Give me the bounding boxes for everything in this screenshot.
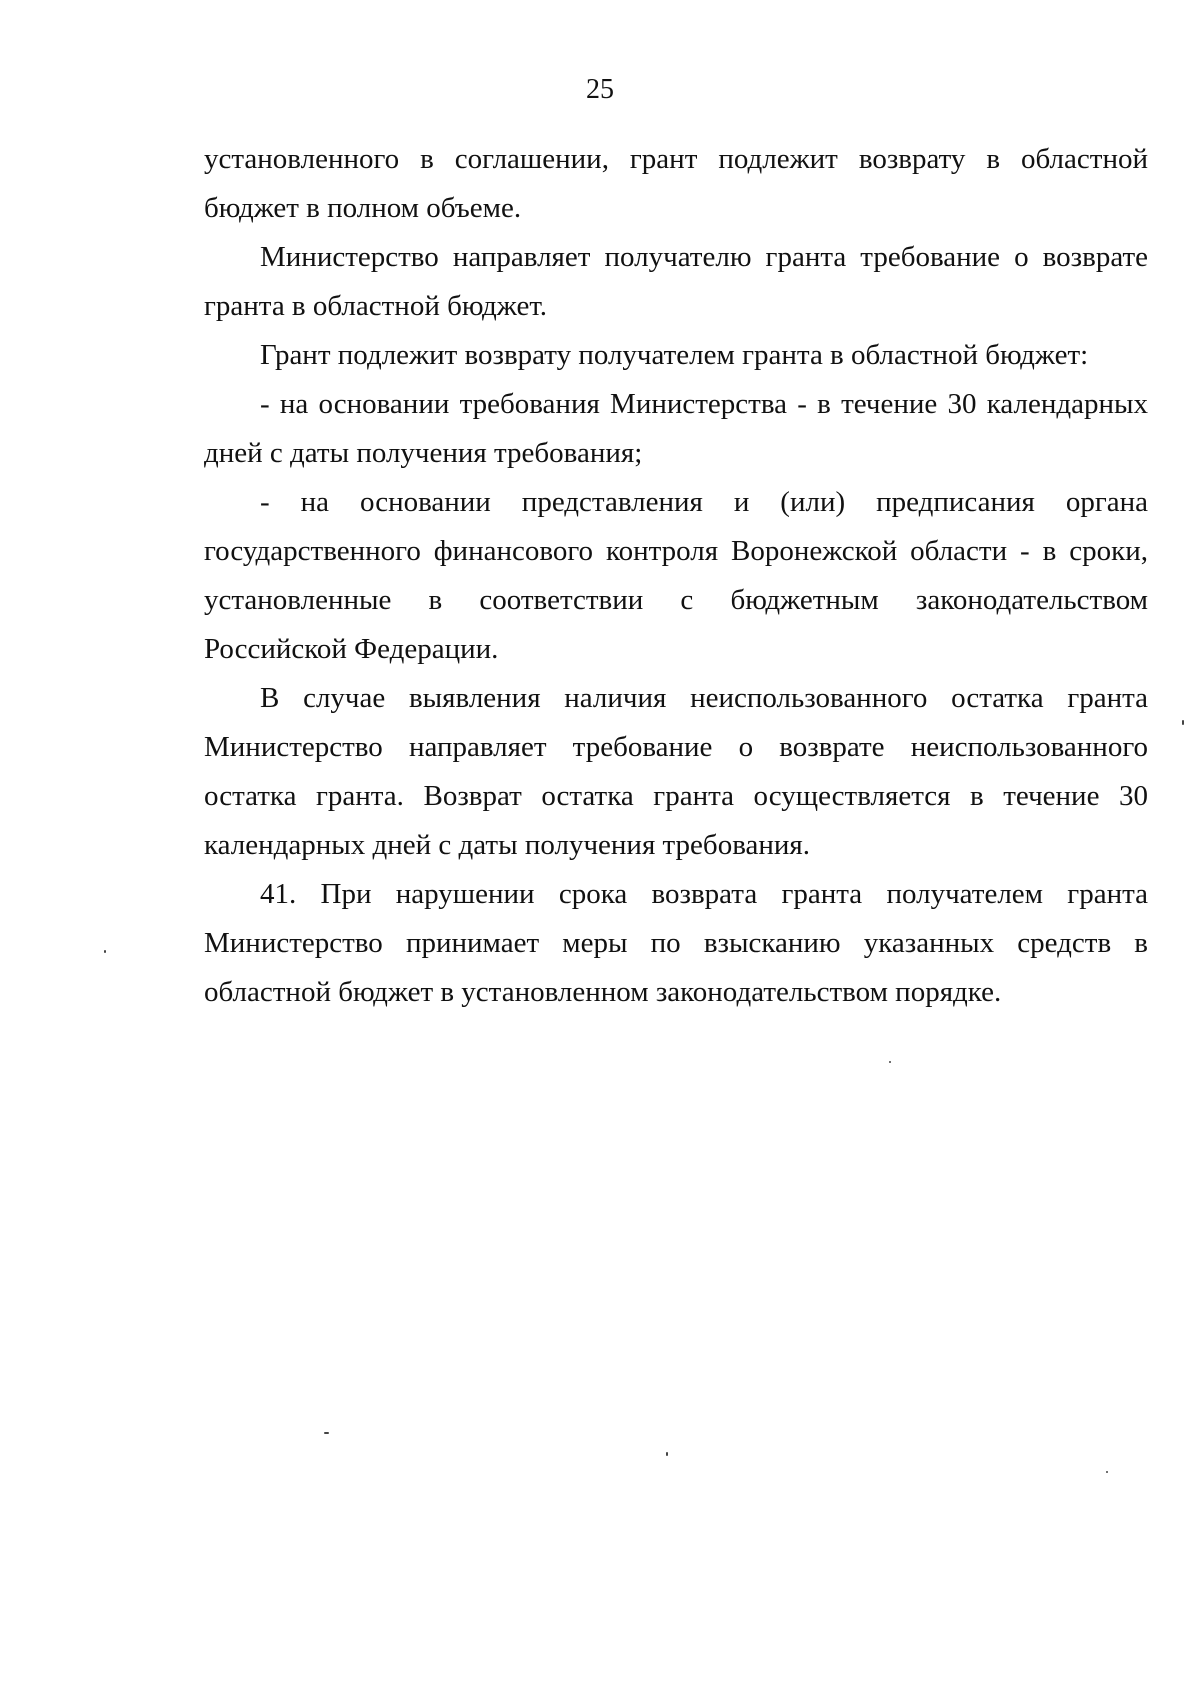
paragraph-clause-41: 41. При нарушении срока возврата гранта получателем гранта Министерство принимает меры по взысканию указанных средств в областной бюджет в установленном законодательством порядке. — [204, 878, 1148, 1008]
document-body — [204, 135, 1148, 1017]
scan-speck — [324, 1432, 329, 1434]
paragraph-continuation: установленного в соглашении, грант подлежит возврату в областной бюджет в полном объеме. — [204, 143, 1148, 224]
list-item-financial-control: - на основании представления и (или) предписания органа государственного финансового контроля Воронежской области - в сроки, установленные в соответствии с бюджетным законодательством Российской Федерации. — [204, 486, 1148, 665]
scan-speck — [1182, 720, 1184, 725]
scan-speck — [104, 950, 106, 953]
paragraph-grant-return: Грант подлежит возврату получателем гранта в областной бюджет: — [260, 339, 1089, 371]
scan-speck — [889, 1061, 891, 1063]
list-item-ministry-requirement: - на основании требования Министерства - в течение 30 календарных дней с даты получения требования; — [204, 388, 1148, 469]
paragraph-ministry-demand: Министерство направляет получателю гранта требование о возврате гранта в областной бюджет. — [204, 241, 1148, 322]
paragraph-unused-balance: В случае выявления наличия неиспользованного остатка гранта Министерство направляет требование о возврате неиспользованного остатка гранта. Возврат остатка гранта осуществляется в течение 30 календарных дней с даты получения требования. — [204, 682, 1148, 861]
page-number: 25 — [586, 74, 614, 105]
scan-speck — [666, 1452, 668, 1456]
scan-speck — [1106, 1471, 1108, 1473]
